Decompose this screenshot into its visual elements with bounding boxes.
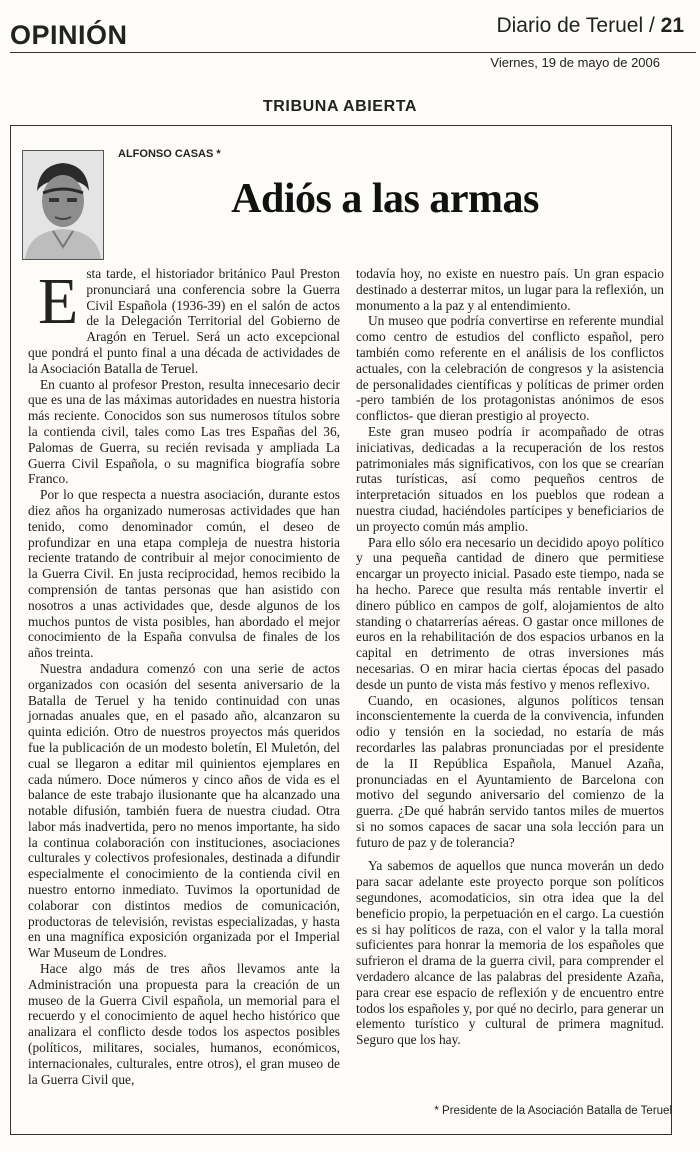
article-paragraph: Cuando, en ocasiones, algunos políticos tensan inconscientemente la cuerda de la convivencia, infunden odio y tensión en la sociedad, no estaría de más recordarles las palabras pronunciadas por el presidente de la II República Española, Manuel Azaña, pronunciadas en el Ayuntamiento de Barcelona con motivo del segundo aniversario del comienzo de la guerra. ¿De qué habrán servido tantos miles de muertos si no somos capaces de sacar una sola lección para un futuro de paz y de tolerancia? <box>356 692 664 850</box>
article-paragraph: Un museo que podría convertirse en referente mundial como centro de estudios del conflicto español, pero también como referente en el análisis de los conflictos actuales, con la celebración de congresos y la asistencia de personalidades científicas y políticas de primer orden -pero también de los protagonistas anónimos de esos conflictos- que dieran prestigio al proyecto. <box>356 313 664 424</box>
paper-name <box>496 14 684 38</box>
masthead-rule <box>10 52 696 53</box>
author-footnote: * Presidente de la Asociación Batalla de Teruel <box>434 1105 672 1117</box>
author-portrait-image <box>23 151 103 259</box>
article-paragraph: Ya sabemos de aquellos que nunca moverán un dedo para sacar adelante este proyecto porque son políticos segundones, acomodaticios, sin otra idea que la del beneficio propio, la perpetuación en el cargo. La cuestión es si hay políticos de raza, con el valor y la talla moral suficientes para honrar la memoria de los españoles que sufrieron el drama de la guerra civil, para comprender el verdadero alcance de las palabras del presidente Azaña, para crear ese espacio de reflexión y de encuentro entre todos los españoles y, por qué no decirlo, para generar un elemento turístico y cultural de primera magnitud. Seguro que los hay. <box>356 858 664 1048</box>
headline: Adiós a las armas <box>231 176 539 222</box>
article-paragraph: En cuanto al profesor Preston, resulta innecesario decir que es una de las máximas autoridades en nuestra historia más reciente. Conocidos son sus numerosos títulos sobre la contienda civil, tales como Las tres Españas del 36, Palomas de Guerra, su recién revisada y ampliada La Guerra Civil Española, o su magnifica biografía sobre Franco. <box>28 376 340 487</box>
column-title: TRIBUNA ABIERTA <box>262 98 418 115</box>
dropcap: E <box>38 265 79 338</box>
article-paragraph <box>28 266 340 377</box>
article-paragraph: Por lo que respecta a nuestra asociación, durante estos diez años ha organizado numerosas actividades que han tenido, como denominador común, el deseo de profundizar en una etapa compleja de nuestra historia reciente tratando de contribuir al mejor conocimiento de la Guerra Civil. En justa reciprocidad, hemos recibido la comprensión de tantas personas que han asistido con nosotros a unas actividades que, desde algunos de los muchos puntos de vista posibles, han abordado el mejor conocimiento de la España convulsa de finales de los años treinta. <box>28 487 340 661</box>
section-label: OPINIÓN <box>10 20 128 50</box>
publication-date: Viernes, 19 de mayo de 2006 <box>490 55 660 70</box>
paragraph-text: sta tarde, el historiador británico Paul Preston pronunciará una conferencia sobre la Guerra Civil Española (1936-39) en el salón de actos de la Delegación Territorial del Gobierno de Aragón en Teruel. Será un acto excepcional que pondrá el punto final a una década de actividades de la Asociación Batalla de Teruel. <box>28 266 340 376</box>
article-paragraph: todavía hoy, no existe en nuestro país. Un gran espacio destinado a desterrar mitos, un lugar para la reflexión, un monumento a la paz y al entendimiento. <box>356 266 664 313</box>
article-paragraph: Hace algo más de tres años llevamos ante la Administración una propuesta para la creación de un museo de la Guerra Civil española, un memorial para el recuerdo y el conocimiento de aquel hecho histórico que analizara el conflicto desde todos los aspectos posibles (políticos, militares, sociales, humanos, económicos, internacionales, culturales, entre otros), el gran museo de la Guerra Civil que, <box>28 961 340 1087</box>
author-photo <box>22 150 104 260</box>
author-byline: ALFONSO CASAS * <box>118 148 221 160</box>
page-number: 21 <box>660 14 684 37</box>
article-paragraph: Nuestra andadura comenzó con una serie de actos organizados con ocasión del sesenta aniversario de la Batalla de Teruel y ha tenido continuidad con unas jornadas anuales que, en el pasado año, alcanzaron su quinta edición. Otro de nuestros proyectos más queridos fue la publicación de un modesto boletín, El Muletón, del cual se llegaron a editar mil quinientos ejemplares en cada número. Doce números y cinco años de vida es el balance de este trabajo ilusionante que ha alcanzado una notable difusión, también fuera de nuestra ciudad. Otra labor más inadvertida, pero no menos importante, ha sido la continua colaboración con instituciones, asociaciones culturales y colectivos profesionales, destinada a difundir especialmente el conocimiento de la contienda civil en nuestro entorno inmediato. Tuvimos la oportunidad de colaborar con distintos medios de comunicación, productoras de televisión, revistas especializadas, y hasta en una magnífica exposición organizada por el Imperial War Museum de Londres. <box>28 660 340 961</box>
masthead <box>0 0 700 70</box>
article-column-right <box>356 266 664 1048</box>
article-paragraph: Para ello sólo era necesario un decidido apoyo político y una pequeña cantidad de dinero que permitiese encargar un proyecto inicial. Pasado este tiempo, nada se ha hecho. Parece que resulta más rentable invertir el dinero público en campos de golf, alojamientos de alto standing o chatarrerías aéreas. O gastar once millones de euros en la rehabilitación de dos espacios urbanos en la capital en detrimento de otras inversiones más necesarias. O en mirar hacia ciertas épocas del pasado desde un punto de vista más festivo y menos reflexivo. <box>356 534 664 692</box>
article-column-left <box>28 266 340 1087</box>
article-paragraph: Este gran museo podría ir acompañado de otras iniciativas, dedicadas a la recuperación de los restos patrimoniales más significativos, con los que se crearían rutas turísticas, así como pequeños centros de interpretación situados en los pueblos que rodean a nuestra ciudad, haciéndoles partícipes y beneficiarios de un proyecto común más amplio. <box>356 423 664 534</box>
paper-title: Diario de Teruel / <box>496 14 661 37</box>
